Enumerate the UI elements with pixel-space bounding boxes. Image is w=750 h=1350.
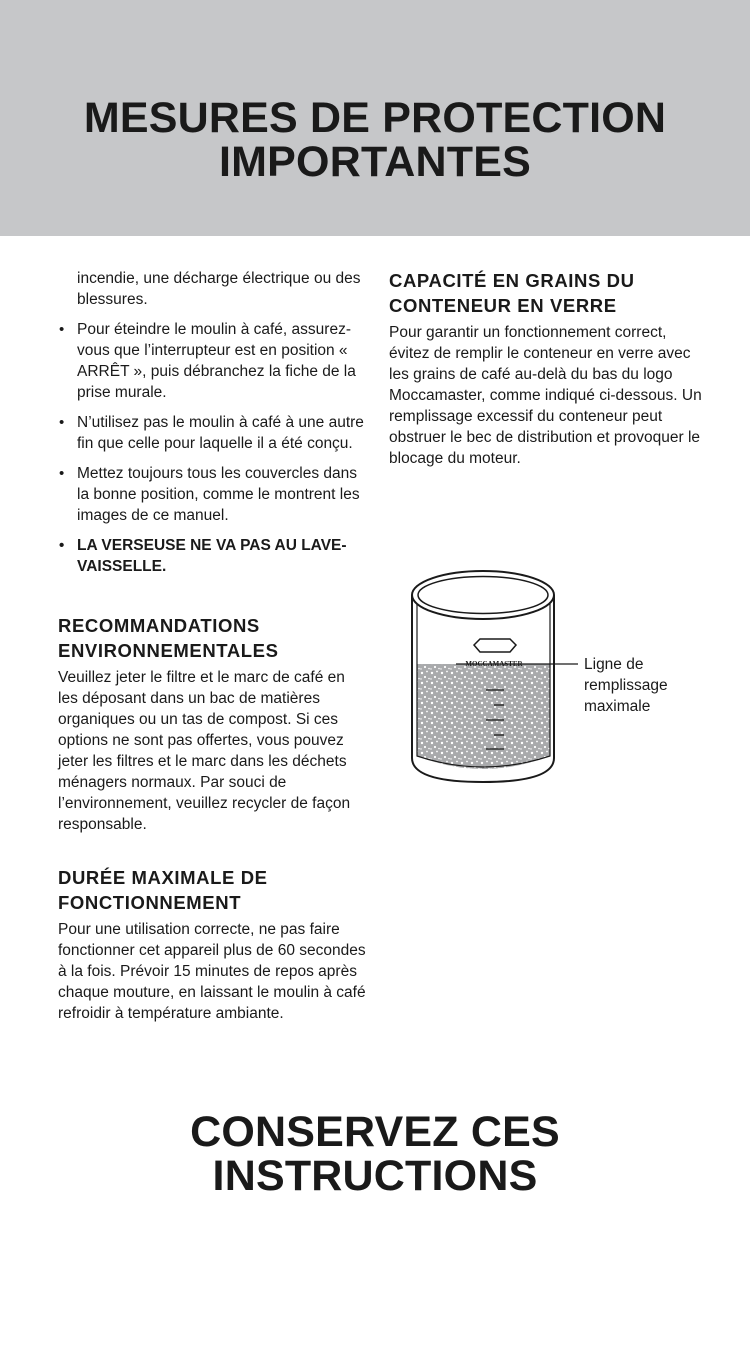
logo-badge bbox=[474, 639, 516, 652]
max-fill-label-line3: maximale bbox=[584, 698, 651, 715]
duration-section bbox=[58, 865, 368, 1024]
environment-heading-line1: RECOMMANDATIONS bbox=[58, 615, 260, 636]
max-fill-label-line2: remplissage bbox=[584, 677, 668, 694]
environment-heading-line2: ENVIRONNEMENTALES bbox=[58, 640, 279, 661]
capacity-heading-line2: CONTENEUR EN VERRE bbox=[389, 295, 617, 316]
max-fill-label bbox=[584, 654, 704, 717]
page-title-line2: IMPORTANTES bbox=[219, 138, 531, 186]
capacity-heading-line1: CAPACITÉ EN GRAINS DU bbox=[389, 270, 635, 291]
duration-heading bbox=[58, 865, 368, 915]
list-item: • Pour éteindre le moulin à café, assurez-vous que l’interrupteur est en position « ARRÊT », puis débranchez la fiche de la prise murale. bbox=[58, 319, 368, 403]
duration-body: Pour une utilisation correcte, ne pas faire fonctionner cet appareil plus de 60 secondes à la fois. Prévoir 15 minutes de repos après chaque mouture, en laissant le moulin à café refroidir à température ambiante. bbox=[58, 921, 366, 1022]
coffee-beans-fill bbox=[417, 664, 550, 769]
list-item: • LA VERSEUSE NE VA PAS AU LAVE-VAISSELLE. bbox=[58, 535, 368, 577]
page-title bbox=[0, 96, 750, 184]
safety-list bbox=[58, 319, 368, 577]
duration-heading-line1: DURÉE MAXIMALE DE bbox=[58, 867, 268, 888]
left-column bbox=[58, 268, 368, 1024]
max-fill-label-line1: Ligne de bbox=[584, 656, 644, 673]
list-item: • Mettez toujours tous les couvercles dans la bonne position, comme le montrent les images de ce manuel. bbox=[58, 463, 368, 526]
footer-title bbox=[0, 1110, 750, 1198]
footer-title-line2: INSTRUCTIONS bbox=[212, 1152, 538, 1200]
continuation-text: incendie, une décharge électrique ou des blessures. bbox=[77, 270, 361, 308]
capacity-heading bbox=[389, 268, 709, 318]
glass-rim-outer bbox=[412, 571, 554, 619]
list-item: • N’utilisez pas le moulin à café à une autre fin que celle pour laquelle il a été conçu. bbox=[58, 412, 368, 454]
page-title-line1: MESURES DE PROTECTION bbox=[83, 94, 667, 142]
capacity-body: Pour garantir un fonctionnement correct, évitez de remplir le conteneur en verre avec les grains de café au-delà du bas du logo Moccamaster, comme indiqué ci-dessous. Un remplissage excessif du conteneur peut obstruer le bec de distribution et provoquer le blocage du moteur. bbox=[389, 324, 702, 467]
environment-heading bbox=[58, 613, 368, 663]
footer-title-line1: CONSERVEZ CES bbox=[190, 1108, 560, 1156]
duration-heading-line2: FONCTIONNEMENT bbox=[58, 892, 242, 913]
logo-text: MOCCAMASTER bbox=[465, 660, 523, 668]
right-column bbox=[389, 268, 709, 469]
environment-section bbox=[58, 613, 368, 835]
environment-body: Veuillez jeter le filtre et le marc de café en les déposant dans un bac de matières organiques ou un tas de compost. Si ces options ne sont pas offertes, vous pouvez jeter les filtres et le marc dans les déchets ménagers normaux. Par souci de l’environnement, veuillez recycler de façon responsable. bbox=[58, 669, 351, 833]
